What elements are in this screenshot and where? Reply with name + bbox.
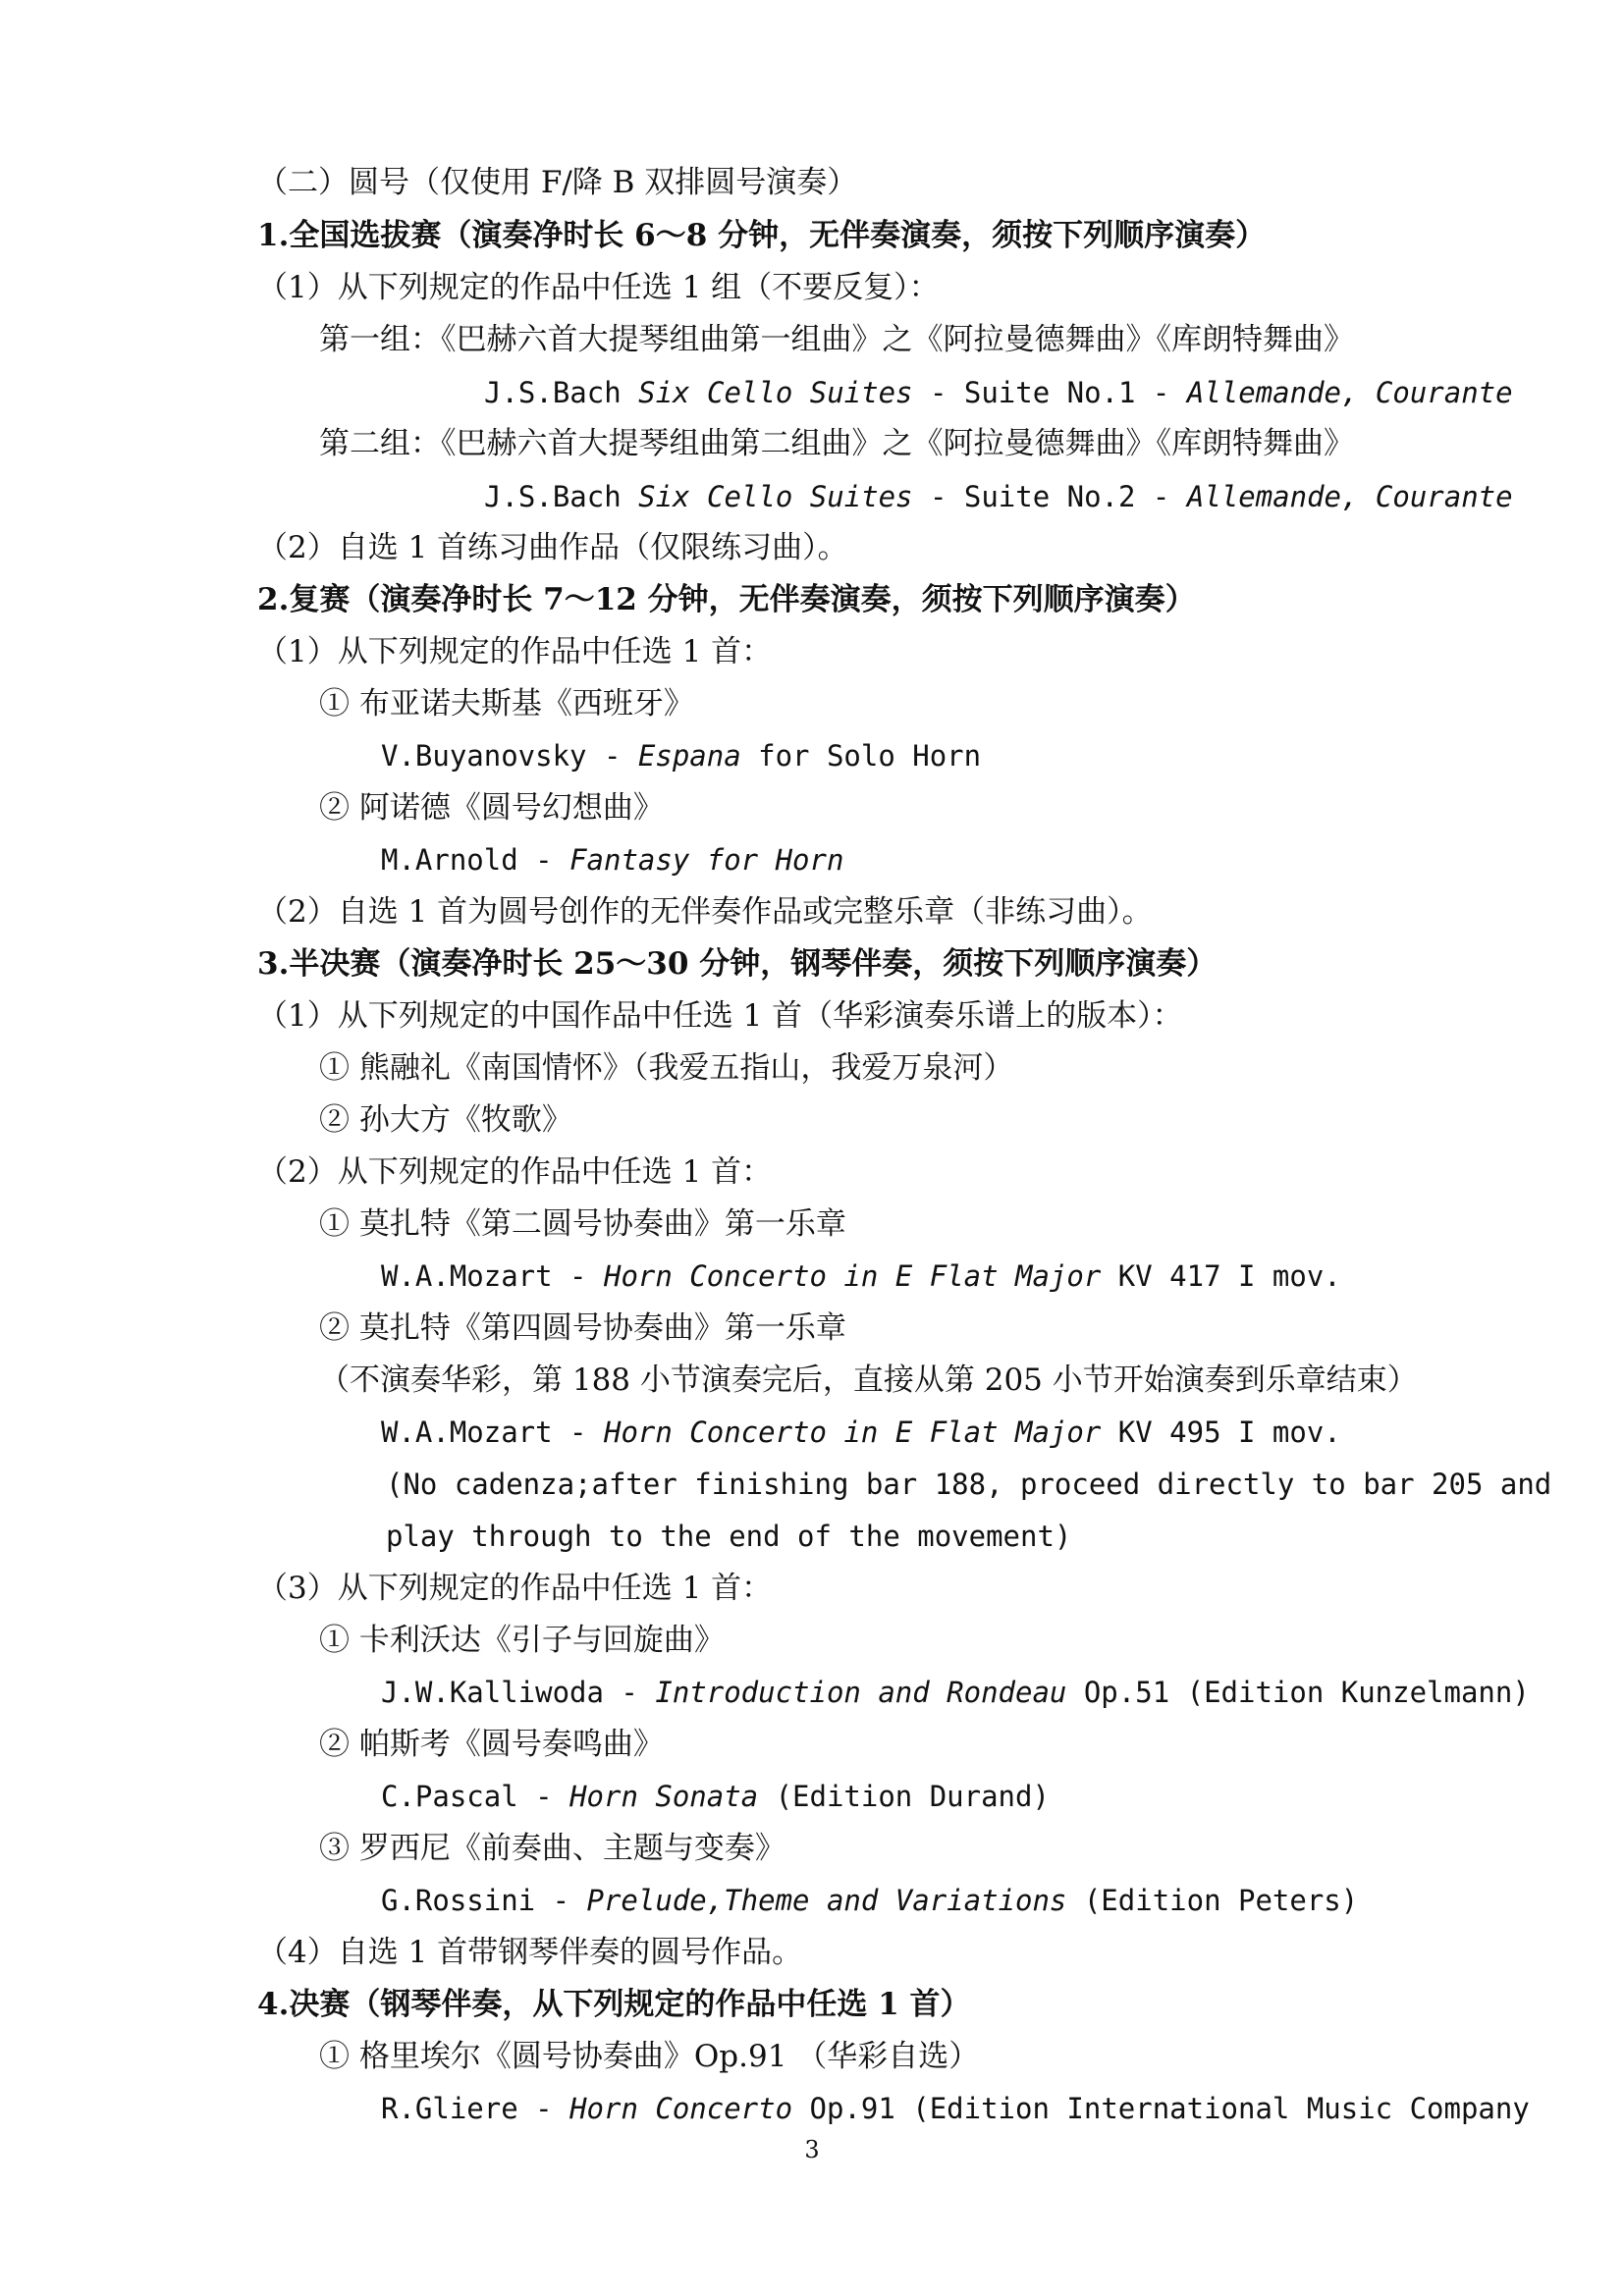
round2-piece2-cn: ② 阿诺德《圆号幻想曲》 [319, 790, 664, 826]
work-detail: for Solo Horn [740, 739, 982, 773]
round3-chinese2: ② 孙大方《牧歌》 [319, 1102, 572, 1138]
round3-rossini-en [381, 1881, 1358, 1920]
round3-pascal-cn: ② 帕斯考《圆号奏鸣曲》 [319, 1727, 664, 1762]
round1-group1-cn: 第一组：《巴赫六首大提琴组曲第一组曲》之《阿拉曼德舞曲》《库朗特舞曲》 [319, 322, 1354, 357]
composer-text: M.Arnold - [381, 843, 570, 877]
round3-chinese1: ① 熊融礼《南国情怀》（我爱五指山，我爱万泉河） [319, 1050, 1014, 1086]
round3-item1: （1）从下列规定的中国作品中任选 1 首（华彩演奏乐谱上的版本）： [257, 998, 1183, 1034]
round3-mozart2-note-en-1: (No cadenza;after finishing bar 188, proceed directly to bar 205 and [386, 1468, 1552, 1501]
round3-rossini-cn: ③ 罗西尼《前奏曲、主题与变奏》 [319, 1831, 785, 1866]
composer-text: C.Pascal - [381, 1780, 570, 1813]
round2-item1: （1）从下列规定的作品中任选 1 首： [257, 634, 773, 669]
round1-item2: （2）自选 1 首练习曲作品（仅限练习曲）。 [257, 530, 848, 565]
round2-piece1-en [381, 736, 981, 775]
work-title: Introduction and Rondeau [655, 1676, 1067, 1709]
round1-heading: 1.全国选拔赛（演奏净时长 6～8 分钟，无伴奏演奏，须按下列顺序演奏） [257, 218, 1267, 253]
composer-text: V.Buyanovsky - [381, 739, 638, 773]
composer-text: W.A.Mozart - [381, 1415, 604, 1449]
work-detail: (Edition Peters) [1066, 1884, 1359, 1917]
round1-group2-cn: 第二组：《巴赫六首大提琴组曲第二组曲》之《阿拉曼德舞曲》《库朗特舞曲》 [319, 426, 1354, 461]
round2-item2: （2）自选 1 首为圆号创作的无伴奏作品或完整乐章（非练习曲）。 [257, 894, 1153, 930]
work-detail: (Edition Durand) [758, 1780, 1050, 1813]
work-detail: Op.51 (Edition Kunzelmann) [1066, 1676, 1530, 1709]
work-title: Six Cello Suites [638, 376, 913, 409]
round4-gliere-cn: ① 格里埃尔《圆号协奏曲》Op.91 （华彩自选） [319, 2039, 980, 2074]
work-title: Horn Sonata [569, 1780, 759, 1813]
work-title: Horn Concerto [569, 2092, 793, 2125]
work-detail: - Suite No.1 - [912, 376, 1187, 409]
work-detail: KV 417 I mov. [1101, 1259, 1341, 1293]
work-title: Horn Concerto in E Flat Major [603, 1415, 1102, 1449]
round3-item4: （4）自选 1 首带钢琴伴奏的圆号作品。 [257, 1935, 803, 1970]
round4-gliere-en [381, 2089, 1530, 2128]
composer-text: R.Gliere - [381, 2092, 570, 2125]
composer-text: J.W.Kalliwoda - [381, 1676, 656, 1709]
round1-group1-en [484, 373, 1513, 412]
work-detail: KV 495 I mov. [1101, 1415, 1341, 1449]
movement-title: Allemande, Courante [1186, 480, 1513, 513]
work-title: Six Cello Suites [638, 480, 913, 513]
round2-piece1-cn: ① 布亚诺夫斯基《西班牙》 [319, 686, 694, 721]
composer-text: G.Rossini - [381, 1884, 587, 1917]
composer-text: W.A.Mozart - [381, 1259, 604, 1293]
round3-item2: （2）从下列规定的作品中任选 1 首： [257, 1154, 773, 1190]
round3-kalliwoda-en [381, 1673, 1530, 1712]
round3-mozart2-note: （不演奏华彩，第 188 小节演奏完后，直接从第 205 小节开始演奏到乐章结束） [319, 1362, 1418, 1398]
work-title: Fantasy for Horn [569, 843, 844, 877]
round3-mozart2-note-en-2: play through to the end of the movement) [386, 1520, 1072, 1553]
round3-heading: 3.半决赛（演奏净时长 25～30 分钟，钢琴伴奏，须按下列顺序演奏） [257, 946, 1218, 982]
round3-mozart2-cn: ② 莫扎特《第四圆号协奏曲》第一乐章 [319, 1310, 846, 1346]
round4-heading: 4.决赛（钢琴伴奏，从下列规定的作品中任选 1 首） [257, 1987, 971, 2022]
work-detail: Op.91 (Edition International Music Company [792, 2092, 1530, 2125]
round3-mozart1-cn: ① 莫扎特《第二圆号协奏曲》第一乐章 [319, 1206, 846, 1242]
round3-mozart1-en [381, 1256, 1341, 1296]
work-title: Prelude,Theme and Variations [586, 1884, 1067, 1917]
round3-kalliwoda-cn: ① 卡利沃达《引子与回旋曲》 [319, 1623, 725, 1658]
round3-mozart2-en [381, 1413, 1341, 1452]
page-number: 3 [804, 2136, 820, 2163]
movement-title: Allemande, Courante [1186, 376, 1513, 409]
section-title: （二）圆号（仅使用 F/降 B 双排圆号演奏） [257, 165, 858, 200]
round1-group2-en [484, 477, 1513, 516]
work-title: Horn Concerto in E Flat Major [603, 1259, 1102, 1293]
work-title: Espana [637, 739, 741, 773]
composer-text: J.S.Bach [484, 376, 639, 409]
round3-pascal-en [381, 1777, 1050, 1816]
round3-item3: （3）从下列规定的作品中任选 1 首： [257, 1571, 773, 1606]
round2-piece2-en [381, 840, 843, 880]
round2-heading: 2.复赛（演奏净时长 7～12 分钟，无伴奏演奏，须按下列顺序演奏） [257, 582, 1196, 617]
work-detail: - Suite No.2 - [912, 480, 1187, 513]
composer-text: J.S.Bach [484, 480, 639, 513]
round1-item1: （1）从下列规定的作品中任选 1 组（不要反复）： [257, 270, 940, 305]
